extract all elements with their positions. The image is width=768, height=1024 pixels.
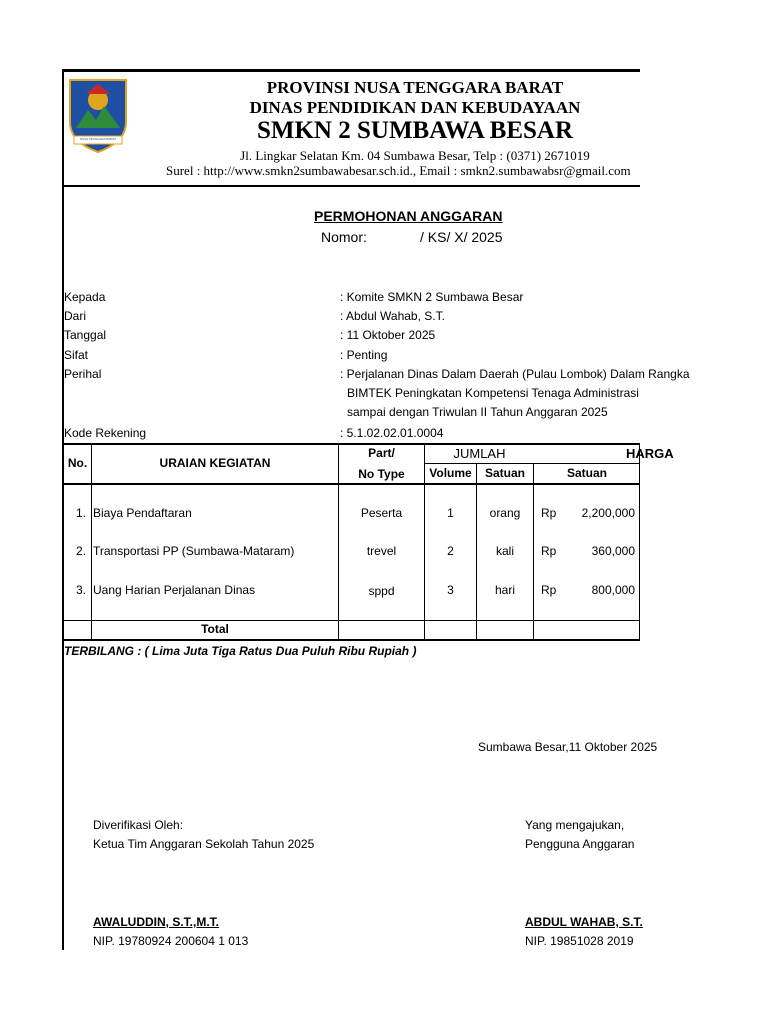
row-currency: Rp: [541, 583, 557, 597]
total-label: Total: [201, 622, 229, 636]
row-volume: 1: [447, 506, 454, 520]
row-satuan: orang: [489, 506, 521, 520]
letterhead-school-name: SMKN 2 SUMBAWA BESAR: [256, 117, 574, 144]
row-uraian: Biaya Pendaftaran: [93, 506, 192, 520]
detail-value-dari: : Abdul Wahab, S.T.: [340, 309, 445, 323]
place-date: Sumbawa Besar,11 Oktober 2025: [478, 740, 658, 754]
row-no: 1.: [75, 506, 86, 520]
detail-label-perihal: Perihal: [64, 367, 102, 381]
row-harga: 360,000: [591, 544, 635, 558]
row-no: 2.: [75, 544, 86, 558]
verifier-label: Diverifikasi Oleh:: [93, 818, 184, 832]
row-harga: 2,200,000: [581, 506, 635, 520]
nomor-value: / KS/ X/ 2025: [420, 229, 503, 245]
row-part: trevel: [366, 544, 397, 558]
applicant-name: ABDUL WAHAB, S.T.: [525, 915, 643, 929]
header-no: No.: [67, 456, 88, 470]
header-satuan: Satuan: [484, 466, 525, 480]
detail-label-kepada: Kepada: [64, 290, 106, 304]
header-harga-satuan: Satuan: [566, 466, 607, 480]
letterhead-address: Jl. Lingkar Selatan Km. 04 Sumbawa Besar, Telp : (0371) 2671019: [240, 148, 590, 163]
row-part: Peserta: [360, 506, 403, 520]
letterhead-bottom-border: [62, 185, 640, 187]
row-volume: 3: [447, 583, 454, 597]
row-currency: Rp: [541, 544, 557, 558]
table-total-top-line: [63, 620, 640, 621]
applicant-title: Pengguna Anggaran: [525, 837, 635, 851]
detail-label-sifat: Sifat: [64, 348, 89, 362]
emblem-ribbon-text: NUSA TENGGARA BARAT: [79, 137, 117, 141]
row-satuan: hari: [494, 583, 515, 597]
table-col-line-satuan: [533, 463, 534, 640]
letterhead-top-border: [62, 69, 640, 72]
row-no: 3.: [75, 583, 86, 597]
header-harga: HARGA: [626, 446, 674, 461]
row-uraian: Transportasi PP (Sumbawa-Mataram): [93, 544, 295, 558]
verifier-nip: NIP. 19780924 200604 1 013: [93, 934, 249, 948]
table-bottom-border: [63, 639, 640, 641]
detail-value-perihal-line2: BIMTEK Peningkatan Kompetensi Tenaga Administrasi: [347, 386, 639, 400]
verifier-title: Ketua Tim Anggaran Sekolah Tahun 2025: [93, 837, 315, 851]
table-header-mid-line: [424, 463, 640, 464]
row-part: sppd: [368, 584, 395, 598]
row-harga: 800,000: [591, 583, 635, 597]
detail-value-sifat: : Penting: [340, 348, 388, 362]
table-header-bottom-line: [63, 483, 640, 485]
terbilang-text: TERBILANG : ( Lima Juta Tiga Ratus Dua Puluh Ribu Rupiah ): [64, 644, 417, 658]
applicant-nip: NIP. 19851028 2019: [525, 934, 634, 948]
detail-value-tanggal: : 11 Oktober 2025: [340, 328, 436, 342]
nomor-label: Nomor:: [321, 229, 367, 245]
detail-label-kode-rekening: Kode Rekening: [64, 426, 147, 440]
detail-value-perihal: : Perjalanan Dinas Dalam Daerah (Pulau Lombok) Dalam Rangka: [340, 367, 690, 381]
table-col-line-no: [91, 443, 92, 640]
applicant-label: Yang mengajukan,: [525, 818, 625, 832]
row-uraian: Uang Harian Perjalanan Dinas: [93, 583, 256, 597]
row-currency: Rp: [541, 506, 557, 520]
header-uraian: URAIAN KEGIATAN: [159, 456, 271, 470]
letterhead-province: PROVINSI NUSA TENGGARA BARAT: [266, 78, 564, 97]
detail-label-dari: Dari: [64, 309, 87, 323]
table-top-border: [63, 443, 640, 445]
detail-value-perihal-line3: sampai dengan Triwulan II Tahun Anggaran 2025: [347, 405, 608, 419]
letterhead-department: DINAS PENDIDIKAN DAN KEBUDAYAAN: [249, 98, 581, 117]
header-no-type: No Type: [358, 467, 405, 481]
header-volume: Volume: [429, 466, 472, 480]
detail-label-tanggal: Tanggal: [64, 328, 107, 342]
detail-value-kepada: : Komite SMKN 2 Sumbawa Besar: [340, 290, 524, 304]
verifier-name: AWALUDDIN, S.T.,M.T.: [93, 915, 219, 929]
header-part: Part/: [368, 446, 395, 460]
header-jumlah: JUMLAH: [453, 446, 506, 461]
row-satuan: kali: [495, 544, 514, 558]
row-volume: 2: [447, 544, 454, 558]
province-emblem-logo: [66, 76, 130, 156]
letterhead-contact: Surel : http://www.smkn2sumbawabesar.sch.id., Email : smkn2.sumbawabsr@gmail.com: [166, 163, 631, 178]
document-title: PERMOHONAN ANGGARAN: [314, 208, 503, 224]
detail-value-kode-rekening: : 5.1.02.02.01.0004: [340, 426, 444, 440]
